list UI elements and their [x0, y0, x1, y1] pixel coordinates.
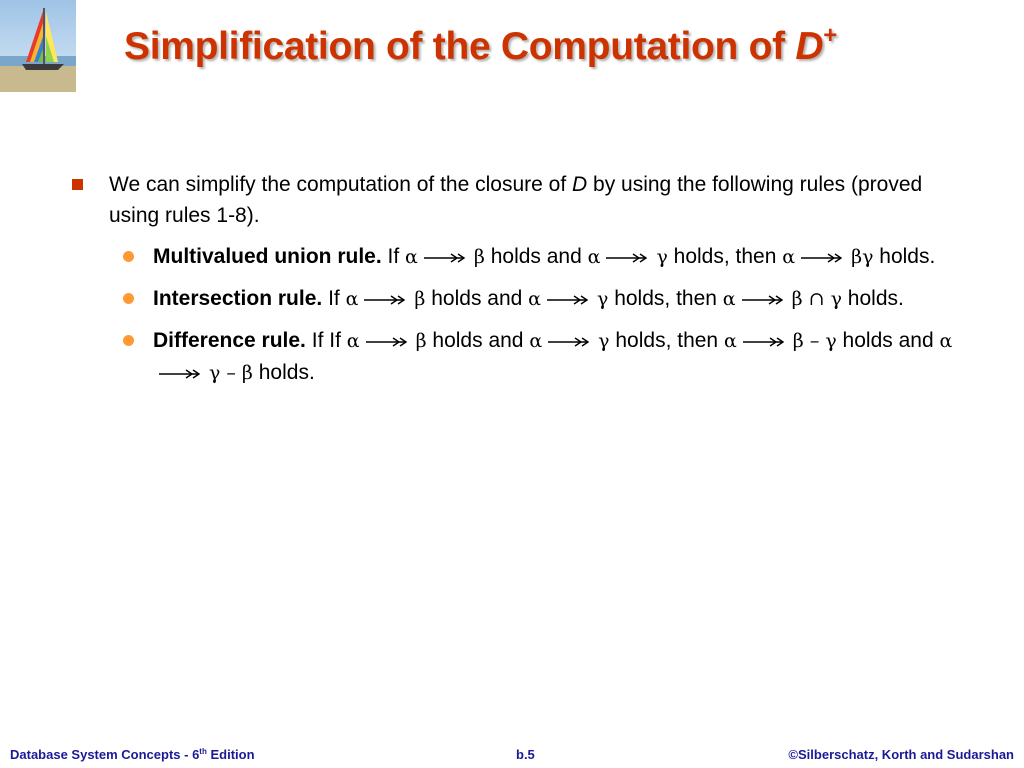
- greek-symbol: α: [528, 288, 541, 310]
- bullet-main-text-a: We can simplify the computation of the closure of: [109, 173, 573, 196]
- title-superscript: +: [823, 22, 837, 49]
- bullet-main-text-b: by using the following rules (proved using rules 1-8).: [109, 173, 923, 227]
- footer-course-b: Edition: [206, 747, 255, 762]
- multivalued-dependency-arrow-icon: [742, 294, 786, 306]
- rule-text: holds, then: [609, 329, 724, 352]
- greek-symbol: γ: [656, 246, 668, 268]
- greek-symbol: γ: [597, 288, 609, 310]
- footer-course-sup: th: [199, 747, 207, 756]
- title-variable: D: [795, 25, 824, 68]
- footer-slide-number: b.5: [516, 747, 535, 762]
- rule-name: Intersection rule.: [153, 287, 323, 310]
- multivalued-dependency-arrow-icon: [366, 336, 410, 348]
- multivalued-dependency-arrow-icon: [743, 336, 787, 348]
- footer-course: [10, 747, 255, 762]
- footer-course-a: Database System Concepts - 6: [10, 747, 200, 762]
- multivalued-dependency-arrow-icon: [547, 294, 591, 306]
- greek-symbol: α: [723, 330, 737, 352]
- rule-text: holds.: [841, 287, 904, 310]
- greek-symbol: β: [473, 246, 485, 268]
- rule-text: holds and: [426, 329, 530, 352]
- round-bullet-icon: [123, 335, 134, 346]
- slide-footer: [0, 745, 1024, 765]
- greek-symbol: γ: [598, 330, 610, 352]
- rule-text: holds and: [425, 287, 529, 310]
- slide-title: [124, 22, 1014, 69]
- rule-text: holds, then: [608, 287, 723, 310]
- square-bullet-icon: [72, 179, 83, 190]
- multivalued-dependency-arrow-icon: [364, 294, 408, 306]
- rule-text: holds.: [873, 245, 936, 268]
- rule-text: holds and: [836, 329, 940, 352]
- multivalued-dependency-arrow-icon: [548, 336, 592, 348]
- greek-symbol: α: [405, 246, 418, 268]
- greek-symbol: α: [939, 330, 953, 352]
- greek-symbol: β ∩ γ: [791, 288, 842, 310]
- greek-symbol: α: [587, 246, 601, 268]
- greek-symbol: α: [346, 330, 360, 352]
- round-bullet-icon: [123, 293, 134, 304]
- greek-symbol: α: [722, 288, 736, 310]
- rule-text: holds and: [484, 245, 588, 268]
- rule-list: [72, 241, 972, 389]
- rule-item: [72, 283, 972, 315]
- multivalued-dependency-arrow-icon: [801, 252, 845, 264]
- rule-text: If: [387, 245, 406, 268]
- greek-symbol: β: [415, 330, 427, 352]
- rule-text: holds, then: [667, 245, 783, 268]
- round-bullet-icon: [123, 251, 134, 262]
- greek-symbol: γ – β: [209, 362, 253, 384]
- rule-item: [72, 241, 972, 273]
- rule-text: If If: [311, 329, 347, 352]
- rule-text: If: [328, 287, 346, 310]
- multivalued-dependency-arrow-icon: [424, 252, 468, 264]
- footer-copyright: ©Silberschatz, Korth and Sudarshan: [788, 747, 1014, 762]
- greek-symbol: β – γ: [792, 330, 837, 352]
- slide-content: [72, 169, 972, 389]
- rule-name: Multivalued union rule.: [153, 245, 382, 268]
- greek-symbol: α: [345, 288, 359, 310]
- bullet-main: [72, 169, 972, 231]
- greek-symbol: βγ: [851, 246, 874, 268]
- multivalued-dependency-arrow-icon: [606, 252, 650, 264]
- multivalued-dependency-arrow-icon: [159, 368, 203, 380]
- bullet-main-variable: D: [572, 173, 588, 196]
- greek-symbol: α: [782, 246, 796, 268]
- greek-symbol: α: [529, 330, 543, 352]
- title-text: Simplification of the Computation of: [124, 25, 796, 68]
- greek-symbol: β: [414, 288, 426, 310]
- rule-item: [72, 325, 972, 389]
- sailboat-logo-icon: [0, 0, 76, 92]
- rule-text: holds.: [252, 361, 315, 384]
- rule-name: Difference rule.: [153, 329, 306, 352]
